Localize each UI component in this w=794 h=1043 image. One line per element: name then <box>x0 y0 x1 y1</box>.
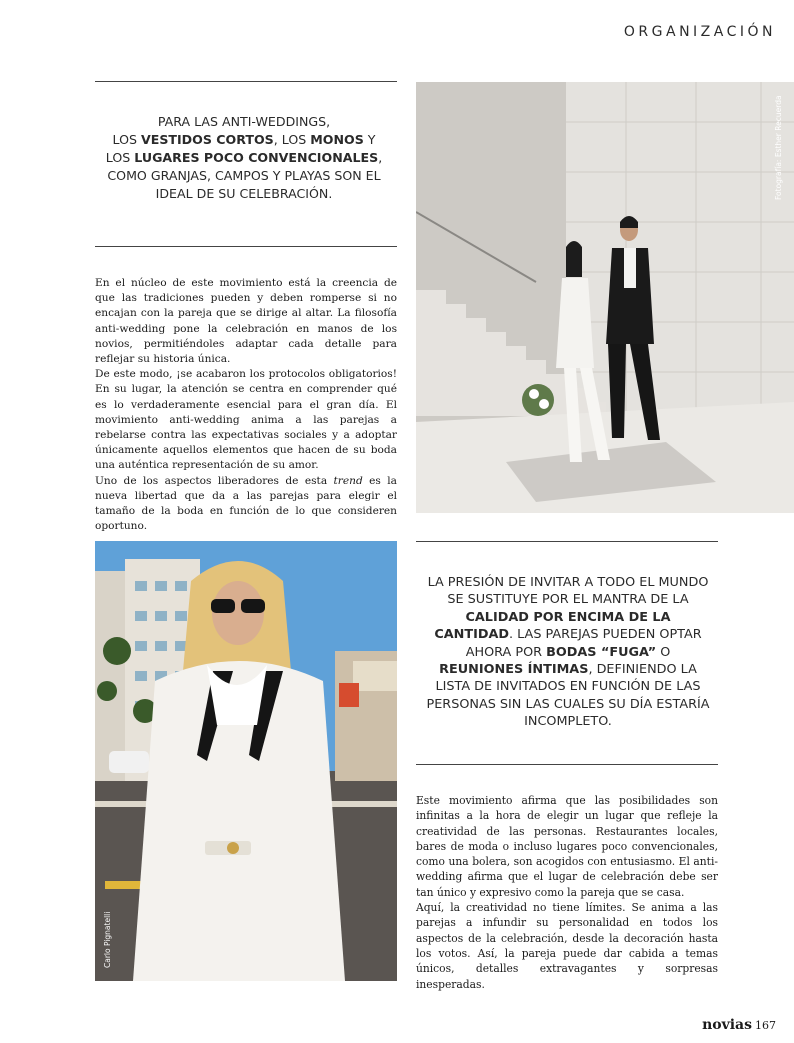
page-footer <box>702 1014 776 1033</box>
section-label: ORGANIZACIÓN <box>623 24 776 40</box>
quote1-top-rule <box>95 81 397 82</box>
pull-quote-2: LA PRESIÓN DE INVITAR A TODO EL MUNDO SE SUSTITUYE POR EL MANTRA DE LA CALIDAD POR ENCIMA DE LA CANTIDAD. LAS PAREJAS PUEDEN OPTAR AHORA POR BODAS “FUGA” O REUNIONES ÍNTIMAS, DEFINIENDO LA LISTA DE INVITADOS EN FUNCIÓN DE LAS PERSONAS SIN LAS CUALES SU DÍA ESTARÍA INCOMPLETO. <box>426 575 710 730</box>
article1-paragraph-1: En el núcleo de este movimiento está la creencia de que las tradiciones pueden y deben romperse si no encajan con la pareja que se dirige al altar. La filosofía anti-wedding pone la celebración en manos de los novios, permitiéndoles adaptar cada detalle para reflejar su historia única. <box>95 277 397 366</box>
article-column-2 <box>416 793 718 992</box>
couple-photo <box>416 82 794 513</box>
article2-paragraph-1: Este movimiento afirma que las posibilidades son infinitas a la hora de elegir un lugar que refleje la creatividad de las personas. Restaurantes locales, bares de moda o incluso lugares poco convencionales, como una bolera, son acogidos con entusiasmo. El anti-wedding afirma que el lugar de celebración debe ser tan único y expresivo como la pareja que se casa. <box>416 794 718 899</box>
quote1-bottom-rule <box>95 246 397 247</box>
page-number: 167 <box>755 1019 776 1032</box>
couple-photo-credit: Fotografía: Esther Recuerda <box>774 95 783 200</box>
article1-paragraph-3: Uno de los aspectos liberadores de esta trend es la nueva libertad que da a las parejas para elegir el tamaño de la boda en función de lo que consideren oportuno. <box>95 474 397 533</box>
model-photo-credit: Carlo Pignatelli <box>103 911 112 968</box>
quote2-bottom-rule <box>416 764 718 765</box>
pull-quote-1: PARA LAS ANTI-WEDDINGS, LOS VESTIDOS CORTOS, LOS MONOS Y LOS LUGARES POCO CONVENCIONALES, COMO GRANJAS, CAMPOS Y PLAYAS SON EL IDEAL DE SU CELEBRACIÓN. <box>105 114 383 201</box>
article1-paragraph-2: De este modo, ¡se acabaron los protocolos obligatorios! En su lugar, la atención se centra en comprender qué es lo verdaderamente esencial para el gran día. El movimiento anti-wedding anima a las parejas a rebelarse contra las expectativas sociales y a adoptar únicamente aquellos elementos que hacen de su boda una auténtica representación de su amor. <box>95 368 397 472</box>
magazine-brand: novias <box>702 1017 752 1033</box>
model-photo <box>95 541 397 981</box>
article-column-1 <box>95 276 397 534</box>
article2-paragraph-2: Aquí, la creatividad no tiene límites. Se anima a las parejas a infundir su personalidad en todos los aspectos de la celebración, desde la decoración hasta los votos. Así, la pareja puede dar cabida a temas únicos, detalles extravagantes y sorpresas inesperadas. <box>416 901 718 991</box>
quote2-top-rule <box>416 541 718 542</box>
